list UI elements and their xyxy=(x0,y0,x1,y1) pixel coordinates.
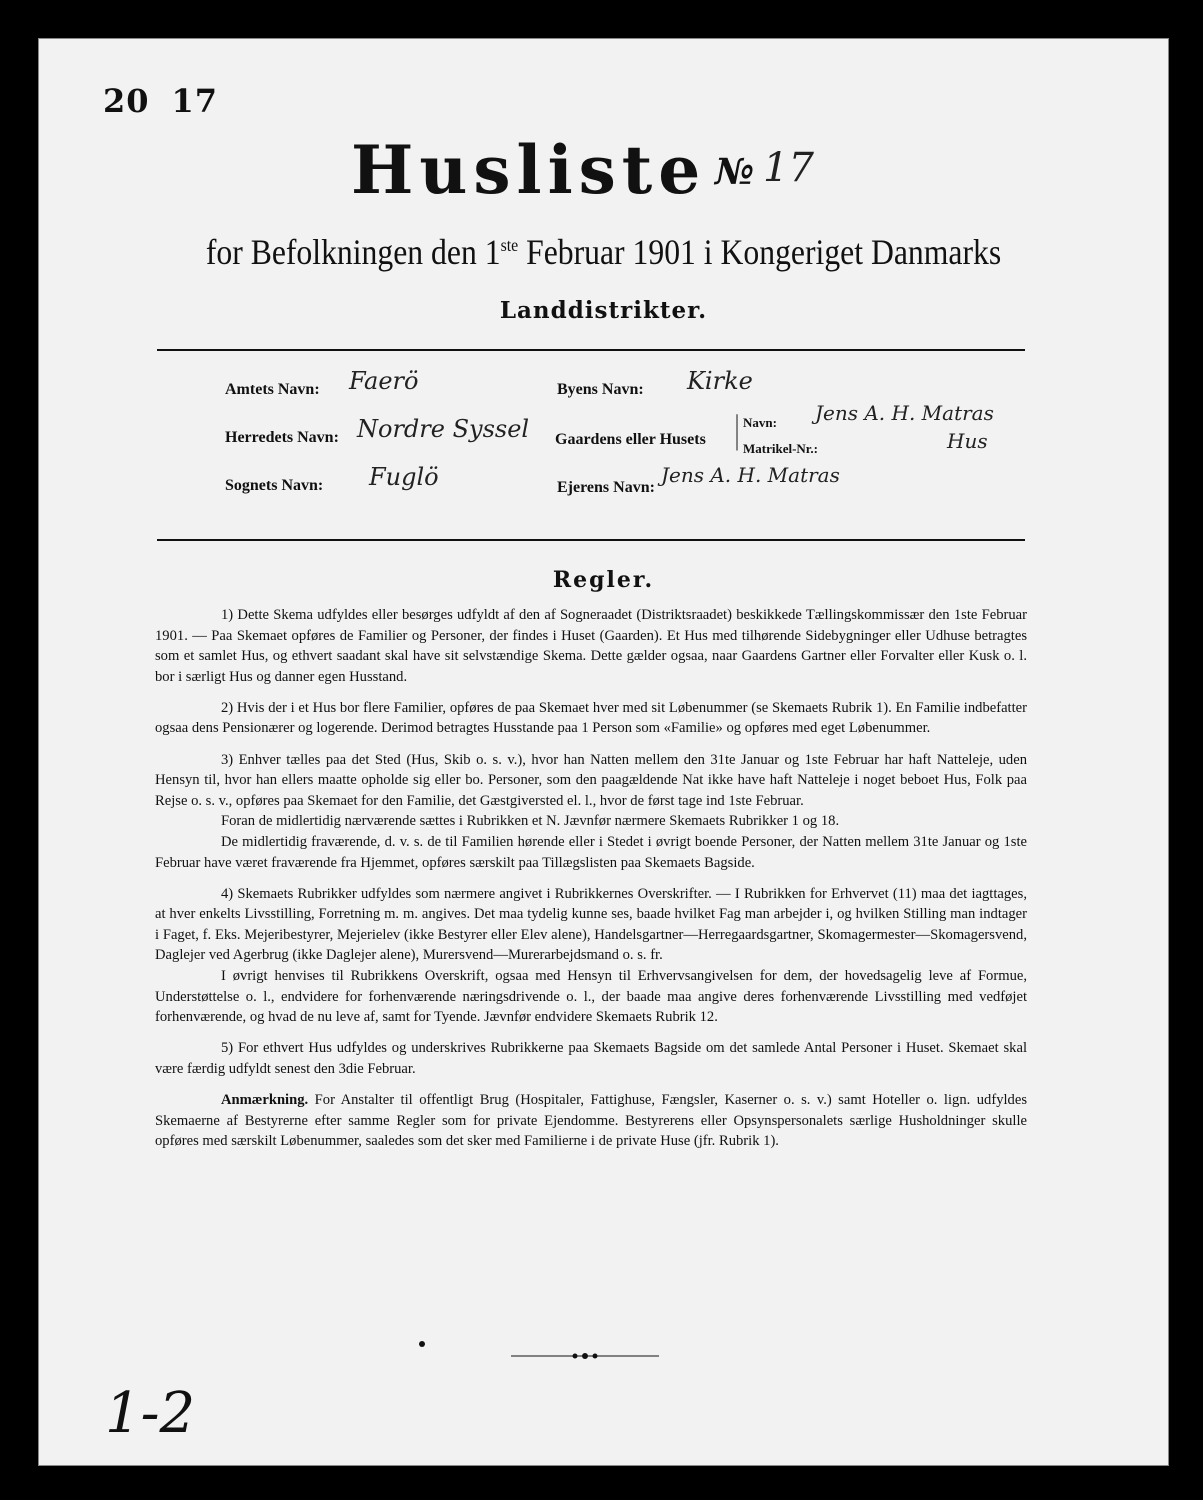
form-title: Husliste xyxy=(351,131,707,209)
sogn-label: Sognets Navn: xyxy=(225,477,324,494)
archive-number-part: 17 xyxy=(171,82,219,120)
form-subtitle xyxy=(107,231,1101,273)
subtitle-post: Februar 1901 i Kongeriget Danmarks xyxy=(518,232,1002,272)
rules-body xyxy=(155,605,1027,1162)
census-form-page xyxy=(38,38,1169,1466)
navn-value: Jens A. H. Matras xyxy=(815,401,994,425)
sogn-value: Fuglö xyxy=(369,463,439,491)
ejer-label: Ejerens Navn: xyxy=(557,479,655,496)
archive-number xyxy=(103,82,240,120)
rules-title: Regler. xyxy=(552,567,655,593)
herred-label: Herredets Navn: xyxy=(225,429,339,446)
number-sign: № xyxy=(715,151,755,193)
matrikel-value: Hus xyxy=(947,429,988,453)
rule-paragraph: 4) Skemaets Rubrikker udfyldes som nærmere angivet i Rubrikkernes Overskrifter. — I Rubrikken for Erhvervet (11) maa det iagttages, at hver enkelts Livsstilling, Forretning m. m. angives. Det maa tydelig kunne ses, baade hvilket Fag man arbejder i, og hvilken Stilling man indtager i Faget, f. Eks. Mejeribestyrer, Mejerielev (ikke Bestyrer eller Elev alene), Handelsgartner—Herregaardsgartner, Skomagermester—Skomagersvend, Daglejer ved Agerbrug (ikke Daglejer alene), Murersvend—Murerarbejdsmand o. s. fr. xyxy=(155,885,1027,964)
rule-paragraph: Foran de midlertidig nærværende sættes i Rubrikken et N. Jævnfør nærmere Skemaets Rubrikker 1 og 18. xyxy=(221,813,840,830)
ornament-divider xyxy=(511,1351,659,1361)
matrikel-label: Matrikel-Nr.: xyxy=(743,441,818,456)
top-divider xyxy=(157,349,1025,351)
subtitle-sup: ste xyxy=(500,235,519,255)
amt-label: Amtets Navn: xyxy=(225,381,320,398)
rule-paragraph: 2) Hvis der i et Hus bor flere Familier, opføres de paa Skemaet hver med sit Løbenummer (se Skemaets Rubrik 1). En Familie indbefatter ogsaa dens Pensionærer og logerende. Derimod betragtes Husstande paa 1 Person som «Familie» og opføres med eget Løbenummer. xyxy=(155,699,1027,737)
ejer-value: Jens A. H. Matras xyxy=(661,463,840,487)
navn-label: Navn: xyxy=(743,415,777,430)
herred-value: Nordre Syssel xyxy=(357,415,530,443)
rule-paragraph: 3) Enhver tælles paa det Sted (Hus, Skib o. s. v.), hvor han Natten mellem den 31te Januar og 1ste Februar har haft Natteleje, uden Hensyn til, hvor han ellers maatte opholde sig eller bo. Personer, som den paagældende Nat ikke have haft Natteleje i noget beboet Hus, Folk paa Rejse o. s. v., opføres paa Skemaet for den Familie, det Gæstgiversted el. l., hvor de først tage ind 1ste Februar. xyxy=(155,751,1027,809)
form-district-type: Landdistrikter. xyxy=(499,297,708,324)
amt-value: Faerö xyxy=(349,367,419,395)
note-paragraph: Anmærkning. For Anstalter til offentligt Brug (Hospitaler, Fattighuse, Fængsler, Kaserner o. s. v.) samt Hoteller o. lign. udfyldes Skemaerne af Bestyrerne efter samme Regler som for private Ejendomme. Bestyrerens eller Opsynspersonalets særlige Husholdninger skulle opføres med særskilt Løbenummer, saaledes som det sker med Familierne i de private Huse (jfr. Rubrik 1). xyxy=(155,1091,1027,1150)
archive-number-part: 20 xyxy=(103,82,150,120)
rule-paragraph: 1) Dette Skema udfyldes eller besørges udfyldt af den af Sogneraadet (Distriktsraadet) beskikkede Tællingskommissær den 1ste Februar 1901. — Paa Skemaet opføres de Familier og Personer, der findes i Huset (Gaarden). Et Hus med tilhørende Sidebygninger eller Udhuse betragtes som et samlet Hus, og ethvert saadant skal have sit selvstændige Skema. Dette gælder ogsaa, naar Gaardens Gartner eller Forvalter eller Kusk o. l. bor i særligt Hus og danner egen Husstand. xyxy=(155,607,1027,685)
note-label: Anmærkning. xyxy=(221,1091,309,1108)
subtitle-pre: for Befolkningen den 1 xyxy=(205,232,501,272)
rule-paragraph: De midlertidig fraværende, d. v. s. de til Familien hørende eller i Stedet i øvrigt boende Personer, der Natten mellem 31te Januar og 1ste Februar have været fraværende fra Hjemmet, opføres særskilt paa Tillægslisten paa Skemaets Bagside. xyxy=(155,833,1027,871)
rule-paragraph: I øvrigt henvises til Rubrikkens Overskrift, ogsaa med Hensyn til Erhvervsangivelsen for dem, der hovedsagelig leve af Formue, Understøttelse o. l., endvidere for forhenværende næringsdrivende o. l., der baade maa angive deres forhenværende Livsstilling med vedføjet forhenværende, og hvad de nu leve af, samt for Tyende. Jævnfør endvidere Skemaets Rubrik 12. xyxy=(155,968,1027,1026)
bracket: | | xyxy=(735,411,740,451)
by-label: Byens Navn: xyxy=(557,381,644,398)
ink-dot xyxy=(419,1341,425,1347)
gaard-label: Gaardens eller Husets xyxy=(555,431,706,448)
by-value: Kirke xyxy=(687,367,753,395)
rule-paragraph: 5) For ethvert Hus udfyldes og underskrives Rubrikkerne paa Skemaets Bagside om det samlede Antal Personer i Huset. Skemaet skal være færdig udfyldt senest den 3die Februar. xyxy=(155,1040,1027,1077)
page-number-handwritten: 1-2 xyxy=(105,1381,196,1446)
list-number-handwritten: 17 xyxy=(763,145,814,191)
form-divider xyxy=(157,539,1025,541)
